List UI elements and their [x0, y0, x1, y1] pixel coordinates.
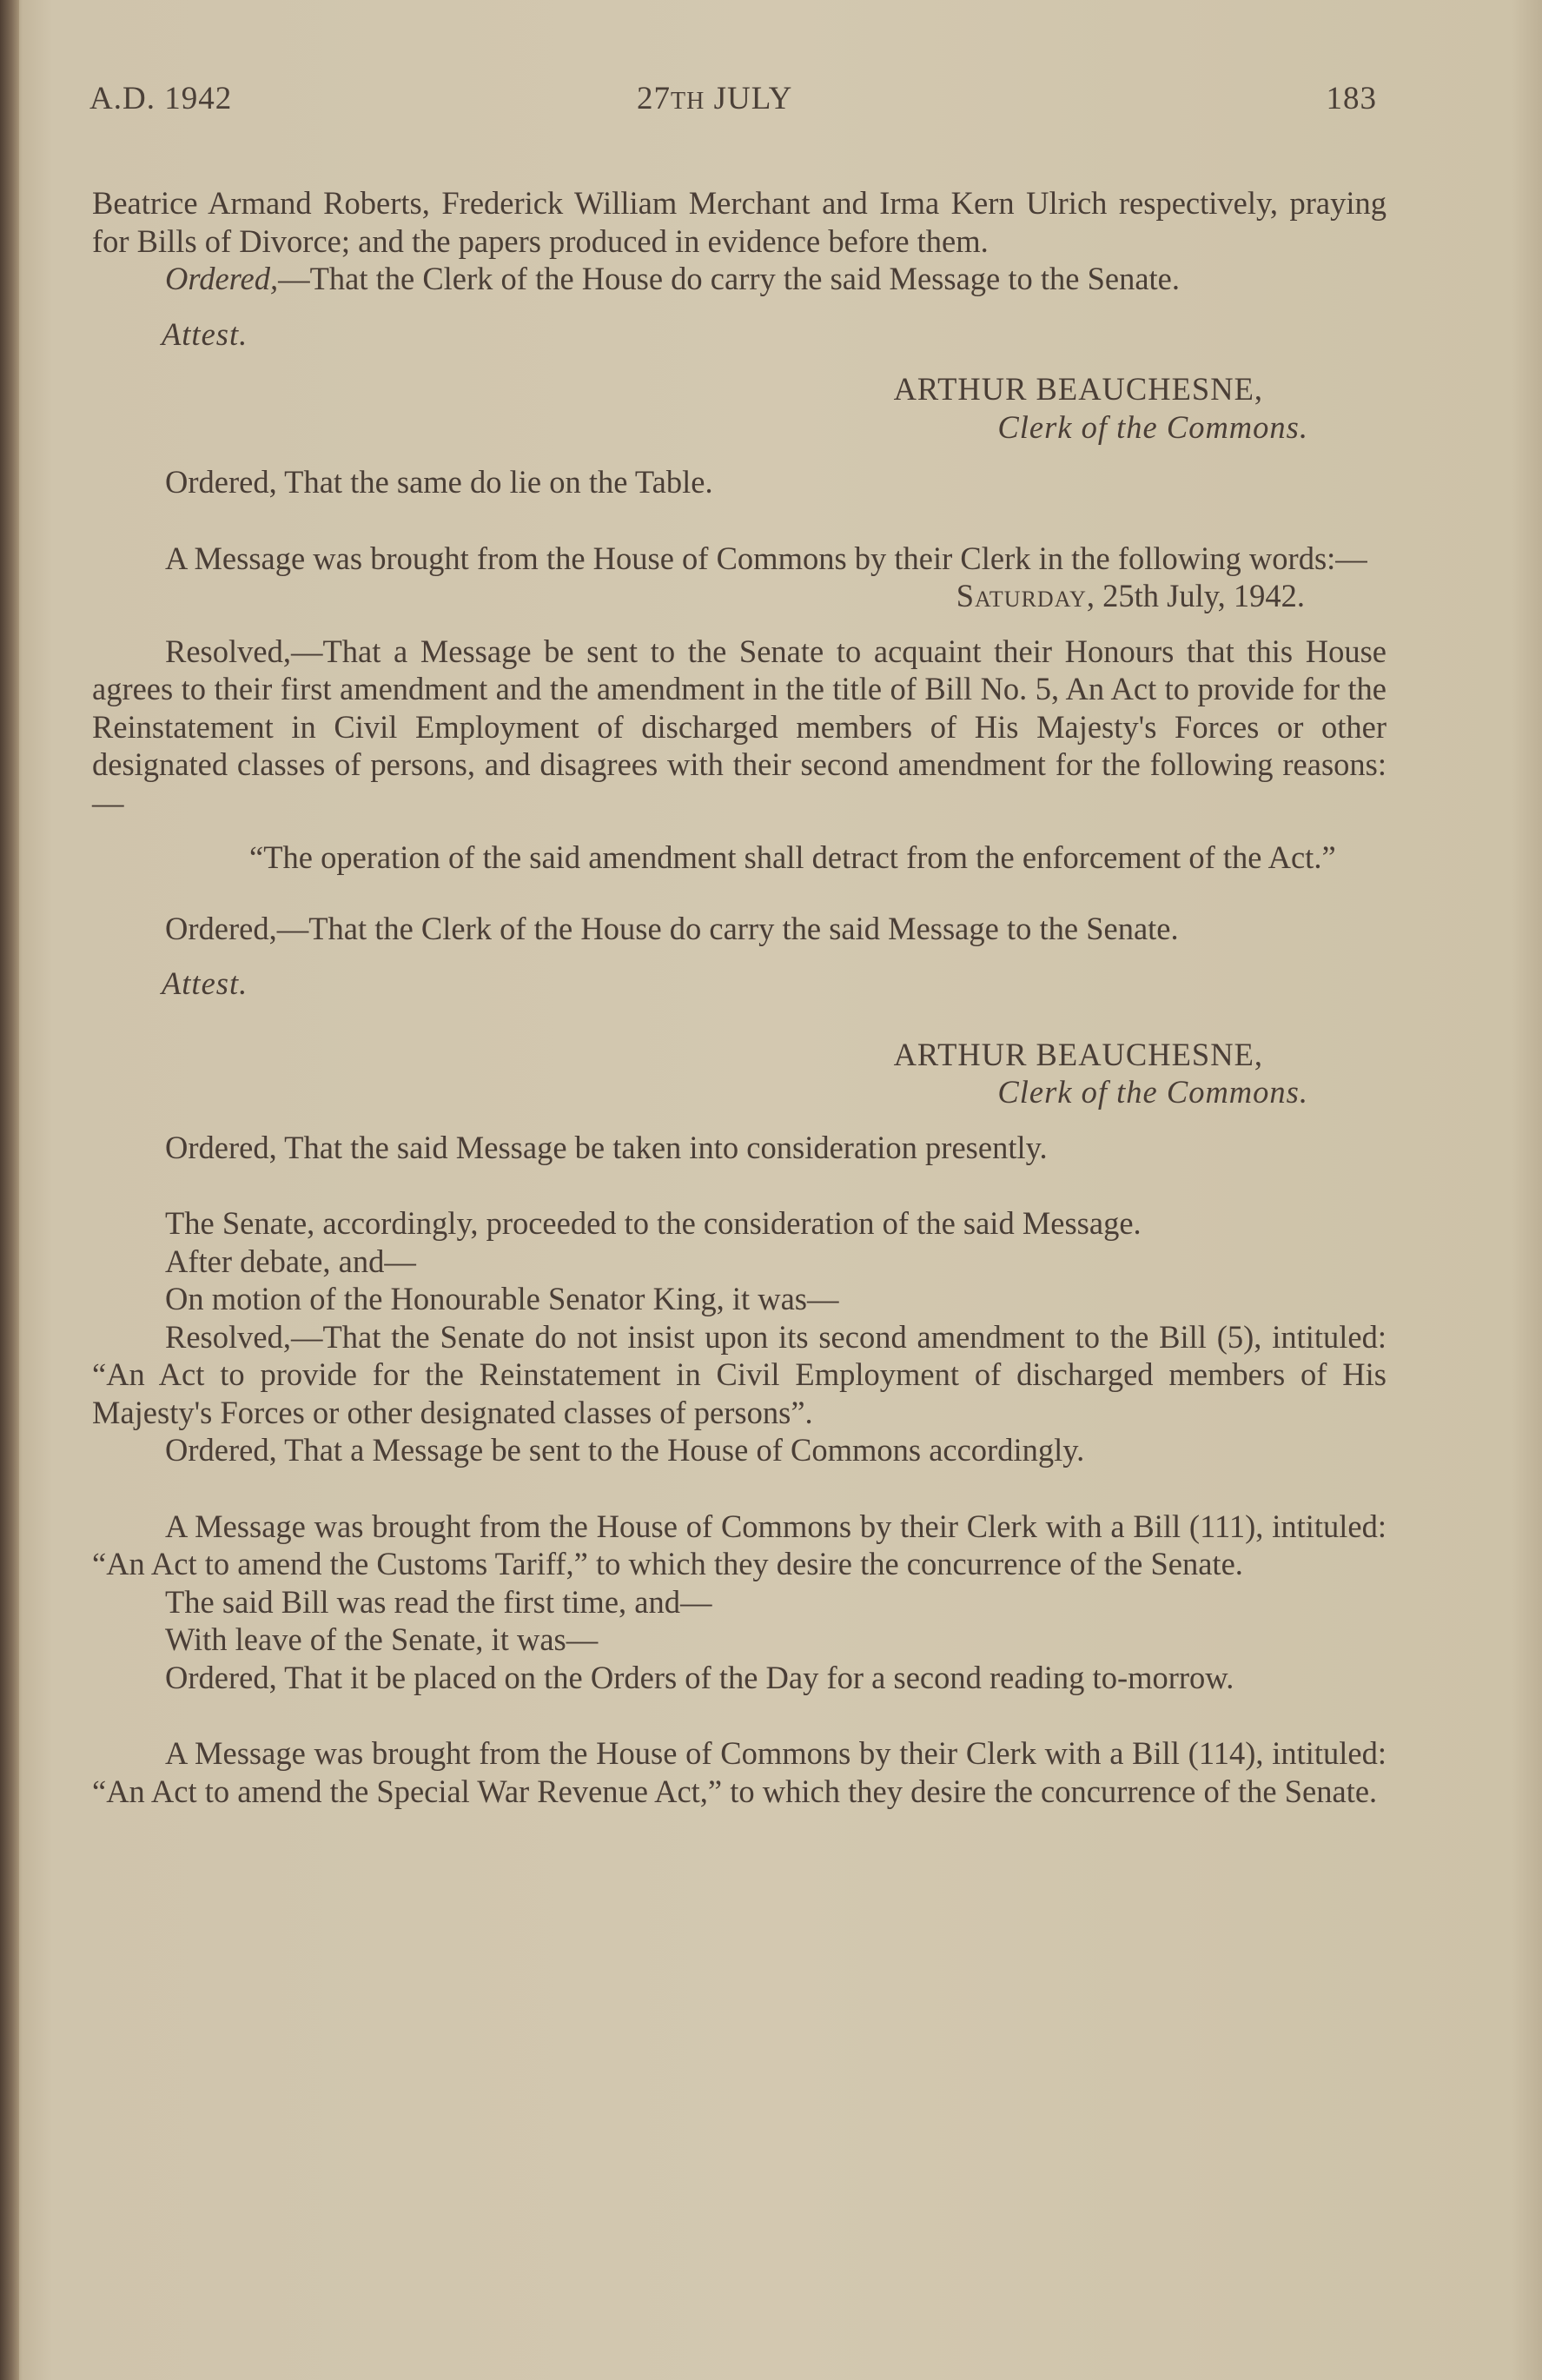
header-date	[637, 80, 792, 117]
paragraph-lie-on-table: Ordered, That the same do lie on the Table.	[165, 464, 713, 500]
ordered-label: Ordered,	[165, 261, 279, 296]
ordered-text: —That the Clerk of the House do carry the said Message to the Senate.	[278, 261, 1181, 296]
paragraph-ordered-carry-message	[92, 260, 1386, 298]
header-year: A.D. 1942	[89, 81, 233, 116]
signature-1-name: ARTHUR BEAUCHESNE,	[893, 371, 1263, 407]
header-date-month: JULY	[713, 81, 793, 116]
paragraph-bill-114: A Message was brought from the House of Commons by their Clerk with a Bill (114), intituled: “An Act to amend the Special War Revenue Act,” to which they desire the concurrence of the Senate.	[92, 1735, 1386, 1809]
document-body	[92, 184, 1386, 1810]
paragraph-petitions: Beatrice Armand Roberts, Frederick William Merchant and Irma Kern Ulrich respectively, praying for Bills of Divorce; and the papers produced in evidence before them.	[92, 185, 1386, 259]
paragraph-leave-of-senate: With leave of the Senate, it was—	[165, 1621, 599, 1657]
paragraph-motion-senator-king: On motion of the Honourable Senator King, it was—	[165, 1281, 839, 1316]
page-number: 183	[1326, 81, 1377, 116]
paragraph-resolved-not-insist: Resolved,—That the Senate do not insist upon its second amendment to the Bill (5), intituled: “An Act to provide for the Reinstatement in Civil Employment of discharged members of His Majesty's Forces or other designated classes of persons”.	[92, 1318, 1386, 1430]
paragraph-resolved-bill-5: Resolved,—That a Message be sent to the Senate to acquaint their Honours that this House agrees to their first amendment and the amendment in the title of Bill No. 5, An Act to provide for the Reinstatement in Civil Employment of discharged members of His Majesty's Forces or other designated classes of persons, and disagrees with their second amendment for the following reasons:—	[92, 633, 1386, 820]
signature-1-role: Clerk of the Commons.	[997, 408, 1308, 445]
signature-2-name: ARTHUR BEAUCHESNE,	[893, 1036, 1263, 1072]
paragraph-ordered-carry-message-2: Ordered,—That the Clerk of the House do carry the said Message to the Senate.	[165, 910, 1179, 946]
message-date	[92, 577, 1386, 615]
paragraph-after-debate: After debate, and—	[165, 1243, 416, 1279]
header-date-suffix: TH	[671, 88, 705, 115]
book-binding-edge	[0, 0, 19, 2380]
paragraph-consideration-presently: Ordered, That the said Message be taken into consideration presently.	[165, 1129, 1048, 1165]
paragraph-bill-111: A Message was brought from the House of Commons by their Clerk with a Bill (111), intituled: “An Act to amend the Customs Tariff,” to which they desire the concurrence of the Senate.	[92, 1508, 1386, 1581]
paragraph-senate-proceeded: The Senate, accordingly, proceeded to the consideration of the said Message.	[165, 1205, 1142, 1241]
page-header	[89, 80, 1377, 123]
quoted-reason: “The operation of the said amendment shall detract from the enforcement of the Act.”	[249, 839, 1336, 875]
attest-2: Attest.	[162, 965, 248, 1001]
message-date-weekday: Saturday	[956, 578, 1087, 613]
paragraph-second-reading-tomorrow: Ordered, That it be placed on the Orders of the Day for a second reading to-morrow.	[165, 1659, 1234, 1695]
paragraph-message-brought: A Message was brought from the House of Commons by their Clerk in the following words:—	[165, 540, 1367, 576]
paragraph-message-to-commons: Ordered, That a Message be sent to the House of Commons accordingly.	[165, 1432, 1085, 1468]
header-date-day: 27	[637, 81, 671, 116]
signature-2-role: Clerk of the Commons.	[997, 1074, 1308, 1110]
message-date-rest: , 25th July, 1942.	[1086, 578, 1305, 613]
attest-1: Attest.	[162, 315, 248, 352]
paragraph-first-reading: The said Bill was read the first time, and—	[165, 1583, 712, 1620]
